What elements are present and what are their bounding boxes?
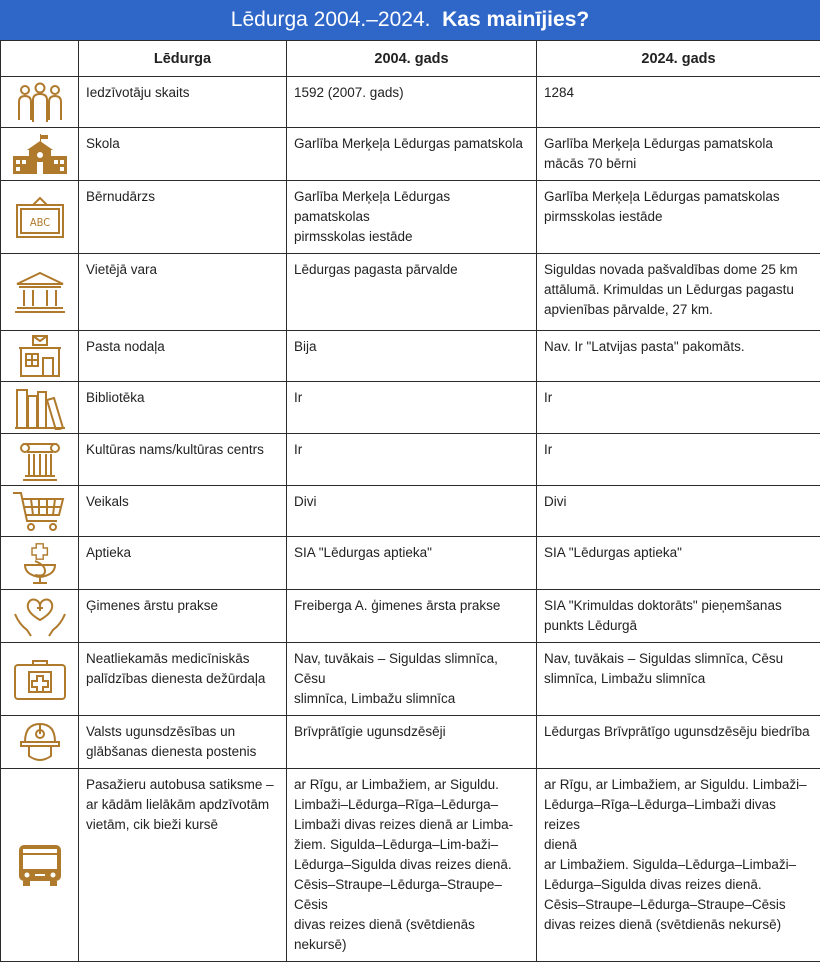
value-2024: Garlība Merķeļa Lēdurgas pamatskolas pirmsskolas iestāde <box>537 181 820 254</box>
value-2004: Ir <box>287 382 537 434</box>
row-icon-cell <box>1 382 79 434</box>
row-icon-cell <box>1 331 79 382</box>
value-2004: ar Rīgu, ar Limbažiem, ar Siguldu. Limbaži–Lēdurga–Rīga–Lēdurga– Limbaži divas reizes dienā ar Limba- žiem. Sigulda–Lēdurga–Lim-baži– Lēdurga–Sigulda divas reizes dienā. Cēsis–Straupe–Lēdurga–Straupe–Cēsis divas reizes dienā (svētdienās nekursē) <box>287 769 537 962</box>
row-icon-cell <box>1 181 79 254</box>
value-2024: Nav, tuvākais – Siguldas slimnīca, Cēsu slimnīca, Limbažu slimnīca <box>537 643 820 716</box>
row-label: Iedzīvotāju skaits <box>79 77 287 128</box>
first-aid-kit-icon <box>11 657 69 701</box>
row-label: Vietējā vara <box>79 254 287 331</box>
table-row <box>1 77 820 128</box>
government-building-icon <box>11 270 69 314</box>
row-icon-cell <box>1 537 79 590</box>
row-label: Valsts ugunsdzēsības un glābšanas dienesta postenis <box>79 716 287 769</box>
row-icon-cell <box>1 486 79 537</box>
header-2024: 2024. gads <box>537 41 820 77</box>
value-2004: Divi <box>287 486 537 537</box>
school-icon <box>11 132 69 176</box>
title-part-question: Kas mainījies? <box>442 8 589 31</box>
value-2024: Nav. Ir "Latvijas pasta" pakomāts. <box>537 331 820 382</box>
table-header-row <box>1 41 820 77</box>
post-office-icon <box>11 334 69 378</box>
value-2024: Lēdurgas Brīvprātīgo ugunsdzēsēju biedrība <box>537 716 820 769</box>
value-2004: 1592 (2007. gads) <box>287 77 537 128</box>
value-2004: Garlība Merķeļa Lēdurgas pamatskola <box>287 128 537 181</box>
value-2004: Freiberga A. ģimenes ārsta prakse <box>287 590 537 643</box>
table-row <box>1 382 820 434</box>
value-2024: Ir <box>537 434 820 486</box>
row-icon-cell <box>1 254 79 331</box>
value-2004: Garlība Merķeļa Lēdurgas pamatskolas pirmsskolas iestāde <box>287 181 537 254</box>
row-label: Bibliotēka <box>79 382 287 434</box>
table-row <box>1 537 820 590</box>
row-label: Ģimenes ārstu prakse <box>79 590 287 643</box>
value-2024: Ir <box>537 382 820 434</box>
value-2004: Bija <box>287 331 537 382</box>
row-label: Pasta nodaļa <box>79 331 287 382</box>
row-label: Pasažieru autobusa satiksme – ar kādām lielākām apdzīvotām vietām, cik bieži kursē <box>79 769 287 962</box>
table-row <box>1 769 820 962</box>
abc-board-icon <box>11 195 69 239</box>
value-2004: Nav, tuvākais – Siguldas slimnīca, Cēsu slimnīca, Limbažu slimnīca <box>287 643 537 716</box>
table-row <box>1 434 820 486</box>
value-2004: Lēdurgas pagasta pārvalde <box>287 254 537 331</box>
row-label: Kultūras nams/kultūras centrs <box>79 434 287 486</box>
value-2024: Siguldas novada pašvaldības dome 25 km attālumā. Krimuldas un Lēdurgas pagastu apvienības pārvalde, 27 km. <box>537 254 820 331</box>
table-row <box>1 590 820 643</box>
row-icon-cell <box>1 77 79 128</box>
row-icon-cell <box>1 769 79 962</box>
table-row <box>1 128 820 181</box>
row-label: Neatliekamās medicīniskās palīdzības dienesta dežūrdaļa <box>79 643 287 716</box>
row-label: Skola <box>79 128 287 181</box>
books-icon <box>11 386 69 430</box>
value-2024: 1284 <box>537 77 820 128</box>
row-label: Bērnudārzs <box>79 181 287 254</box>
svg-text:ABC: ABC <box>29 216 49 229</box>
header-2004: 2004. gads <box>287 41 537 77</box>
value-2004: SIA "Lēdurgas aptieka" <box>287 537 537 590</box>
row-label: Veikals <box>79 486 287 537</box>
people-icon <box>11 80 69 124</box>
pharmacy-icon <box>11 541 69 585</box>
table-row <box>1 331 820 382</box>
value-2004: Ir <box>287 434 537 486</box>
table-row <box>1 181 820 254</box>
header-ledurga: Lēdurga <box>79 41 287 77</box>
row-icon-cell <box>1 643 79 716</box>
column-icon <box>11 438 69 482</box>
value-2024: SIA "Lēdurgas aptieka" <box>537 537 820 590</box>
title-part-years: Lēdurga 2004.–2024. <box>231 8 431 31</box>
heart-hands-icon <box>11 594 69 638</box>
page-title <box>0 0 820 40</box>
table-row <box>1 716 820 769</box>
header-icon-col <box>1 41 79 77</box>
row-label: Aptieka <box>79 537 287 590</box>
value-2024: Divi <box>537 486 820 537</box>
comparison-table <box>0 40 820 962</box>
value-2004: Brīvprātīgie ugunsdzēsēji <box>287 716 537 769</box>
firefighter-helmet-icon <box>11 720 69 764</box>
shopping-cart-icon <box>11 489 69 533</box>
value-2024: ar Rīgu, ar Limbažiem, ar Siguldu. Limbaži– Lēdurga–Rīga–Lēdurga–Limbaži divas reizes dienā ar Limbažiem. Sigulda–Lēdurga–Limbaži– Lēdurga–Sigulda divas reizes dienā. Cēsis–Straupe–Lēdurga–Straupe–Cēsis divas reizes dienā (svētdienās nekursē) <box>537 769 820 962</box>
table-row <box>1 486 820 537</box>
bus-icon <box>11 843 69 887</box>
row-icon-cell <box>1 128 79 181</box>
value-2024: SIA "Krimuldas doktorāts" pieņemšanas punkts Lēdurgā <box>537 590 820 643</box>
row-icon-cell <box>1 716 79 769</box>
row-icon-cell <box>1 434 79 486</box>
value-2024: Garlība Merķeļa Lēdurgas pamatskola mācās 70 bērni <box>537 128 820 181</box>
table-row <box>1 643 820 716</box>
table-row <box>1 254 820 331</box>
row-icon-cell <box>1 590 79 643</box>
